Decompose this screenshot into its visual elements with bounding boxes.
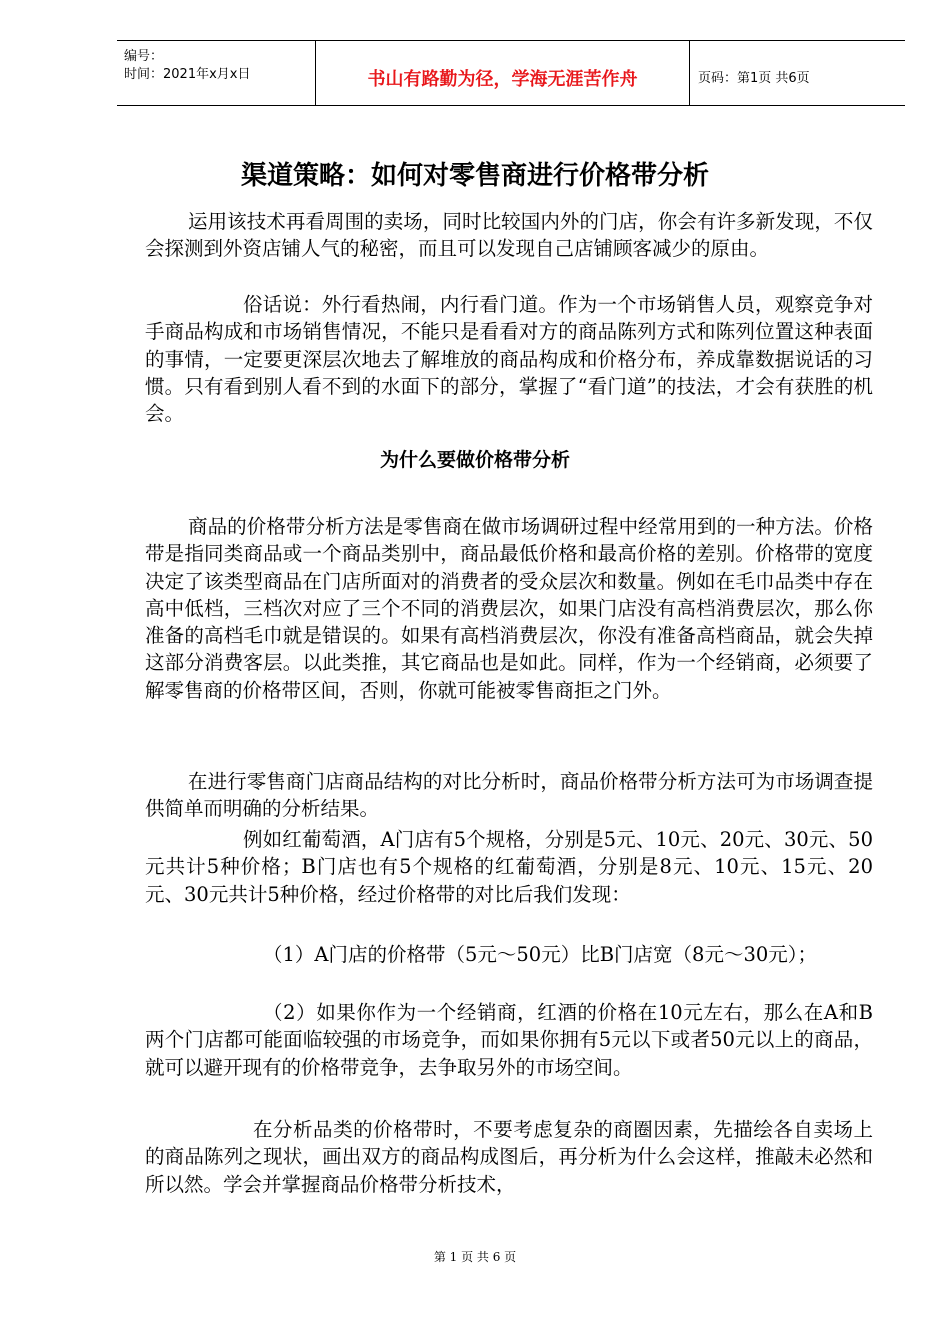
list-item: （1）A门店的价格带（5元～50元）比B门店宽（8元～30元）； <box>263 943 818 966</box>
document-number-label: 编号： <box>124 49 164 64</box>
document-time-label: 时间：2021年x月x日 <box>124 67 251 82</box>
section-heading: 为什么要做价格带分析 <box>379 449 570 471</box>
page-footer: 第 1 页 共 6 页 <box>433 1250 517 1264</box>
header-info-cell <box>117 41 316 105</box>
document-title: 渠道策略：如何对零售商进行价格带分析 <box>240 161 709 191</box>
paragraph: 在分析品类的价格带时，不要考虑复杂的商圈因素，先描绘各自卖场上的商品陈列之现状，画出双方的商品构成图后，再分析为什么会这样，推敲未必然和所以然。学会并掌握商品价格带分析技术， <box>145 1118 873 1196</box>
list-item: （2）如果你作为一个经销商，红酒的价格在10元左右，那么在A和B两个门店都可能面临较强的市场竞争，而如果你拥有5元以下或者50元以上的商品，就可以避开现有的价格带竞争，去争取另外的市场空间。 <box>145 1001 873 1079</box>
header-page-number: 页码：第1页 共6页 <box>698 71 810 86</box>
header-motto-cell <box>316 41 690 105</box>
paragraph: 运用该技术再看周围的卖场，同时比较国内外的门店，你会有许多新发现，不仅会探测到外资店铺人气的秘密，而且可以发现自己店铺顾客减少的原由。 <box>145 210 873 261</box>
page-header-table <box>117 40 905 106</box>
paragraph: 俗话说：外行看热闹，内行看门道。作为一个市场销售人员，观察竞争对手商品构成和市场销售情况，不能只是看看对方的商品陈列方式和陈列位置这种表面的事情，一定要更深层次地去了解堆放的商品构成和价格分布，养成靠数据说话的习惯。只有看到别人看不到的水面下的部分，掌握了“看门道”的技法，才会有获胜的机会。 <box>145 293 873 426</box>
header-motto: 书山有路勤为径，学海无涯苦作舟 <box>367 69 638 90</box>
paragraph: 例如红葡萄酒，A门店有5个规格，分别是5元、10元、20元、30元、50元共计5种价格；B门店也有5个规格的红葡萄酒，分别是8元、10元、15元、20元、30元共计5种价格，经过价格带的对比后我们发现： <box>145 828 873 906</box>
header-page-cell <box>690 41 905 105</box>
paragraph: 商品的价格带分析方法是零售商在做市场调研过程中经常用到的一种方法。价格带是指同类商品或一个商品类别中，商品最低价格和最高价格的差别。价格带的宽度决定了该类型商品在门店所面对的消费者的受众层次和数量。例如在毛巾品类中存在高中低档，三档次对应了三个不同的消费层次，如果门店没有高档消费层次，那么你准备的高档毛巾就是错误的。如果有高档消费层次，你没有准备高档商品，就会失掉这部分消费客层。以此类推，其它商品也是如此。同样，作为一个经销商，必须要了解零售商的价格带区间，否则，你就可能被零售商拒之门外。 <box>145 515 873 702</box>
paragraph: 在进行零售商门店商品结构的对比分析时，商品价格带分析方法可为市场调查提供简单而明确的分析结果。 <box>145 770 873 821</box>
